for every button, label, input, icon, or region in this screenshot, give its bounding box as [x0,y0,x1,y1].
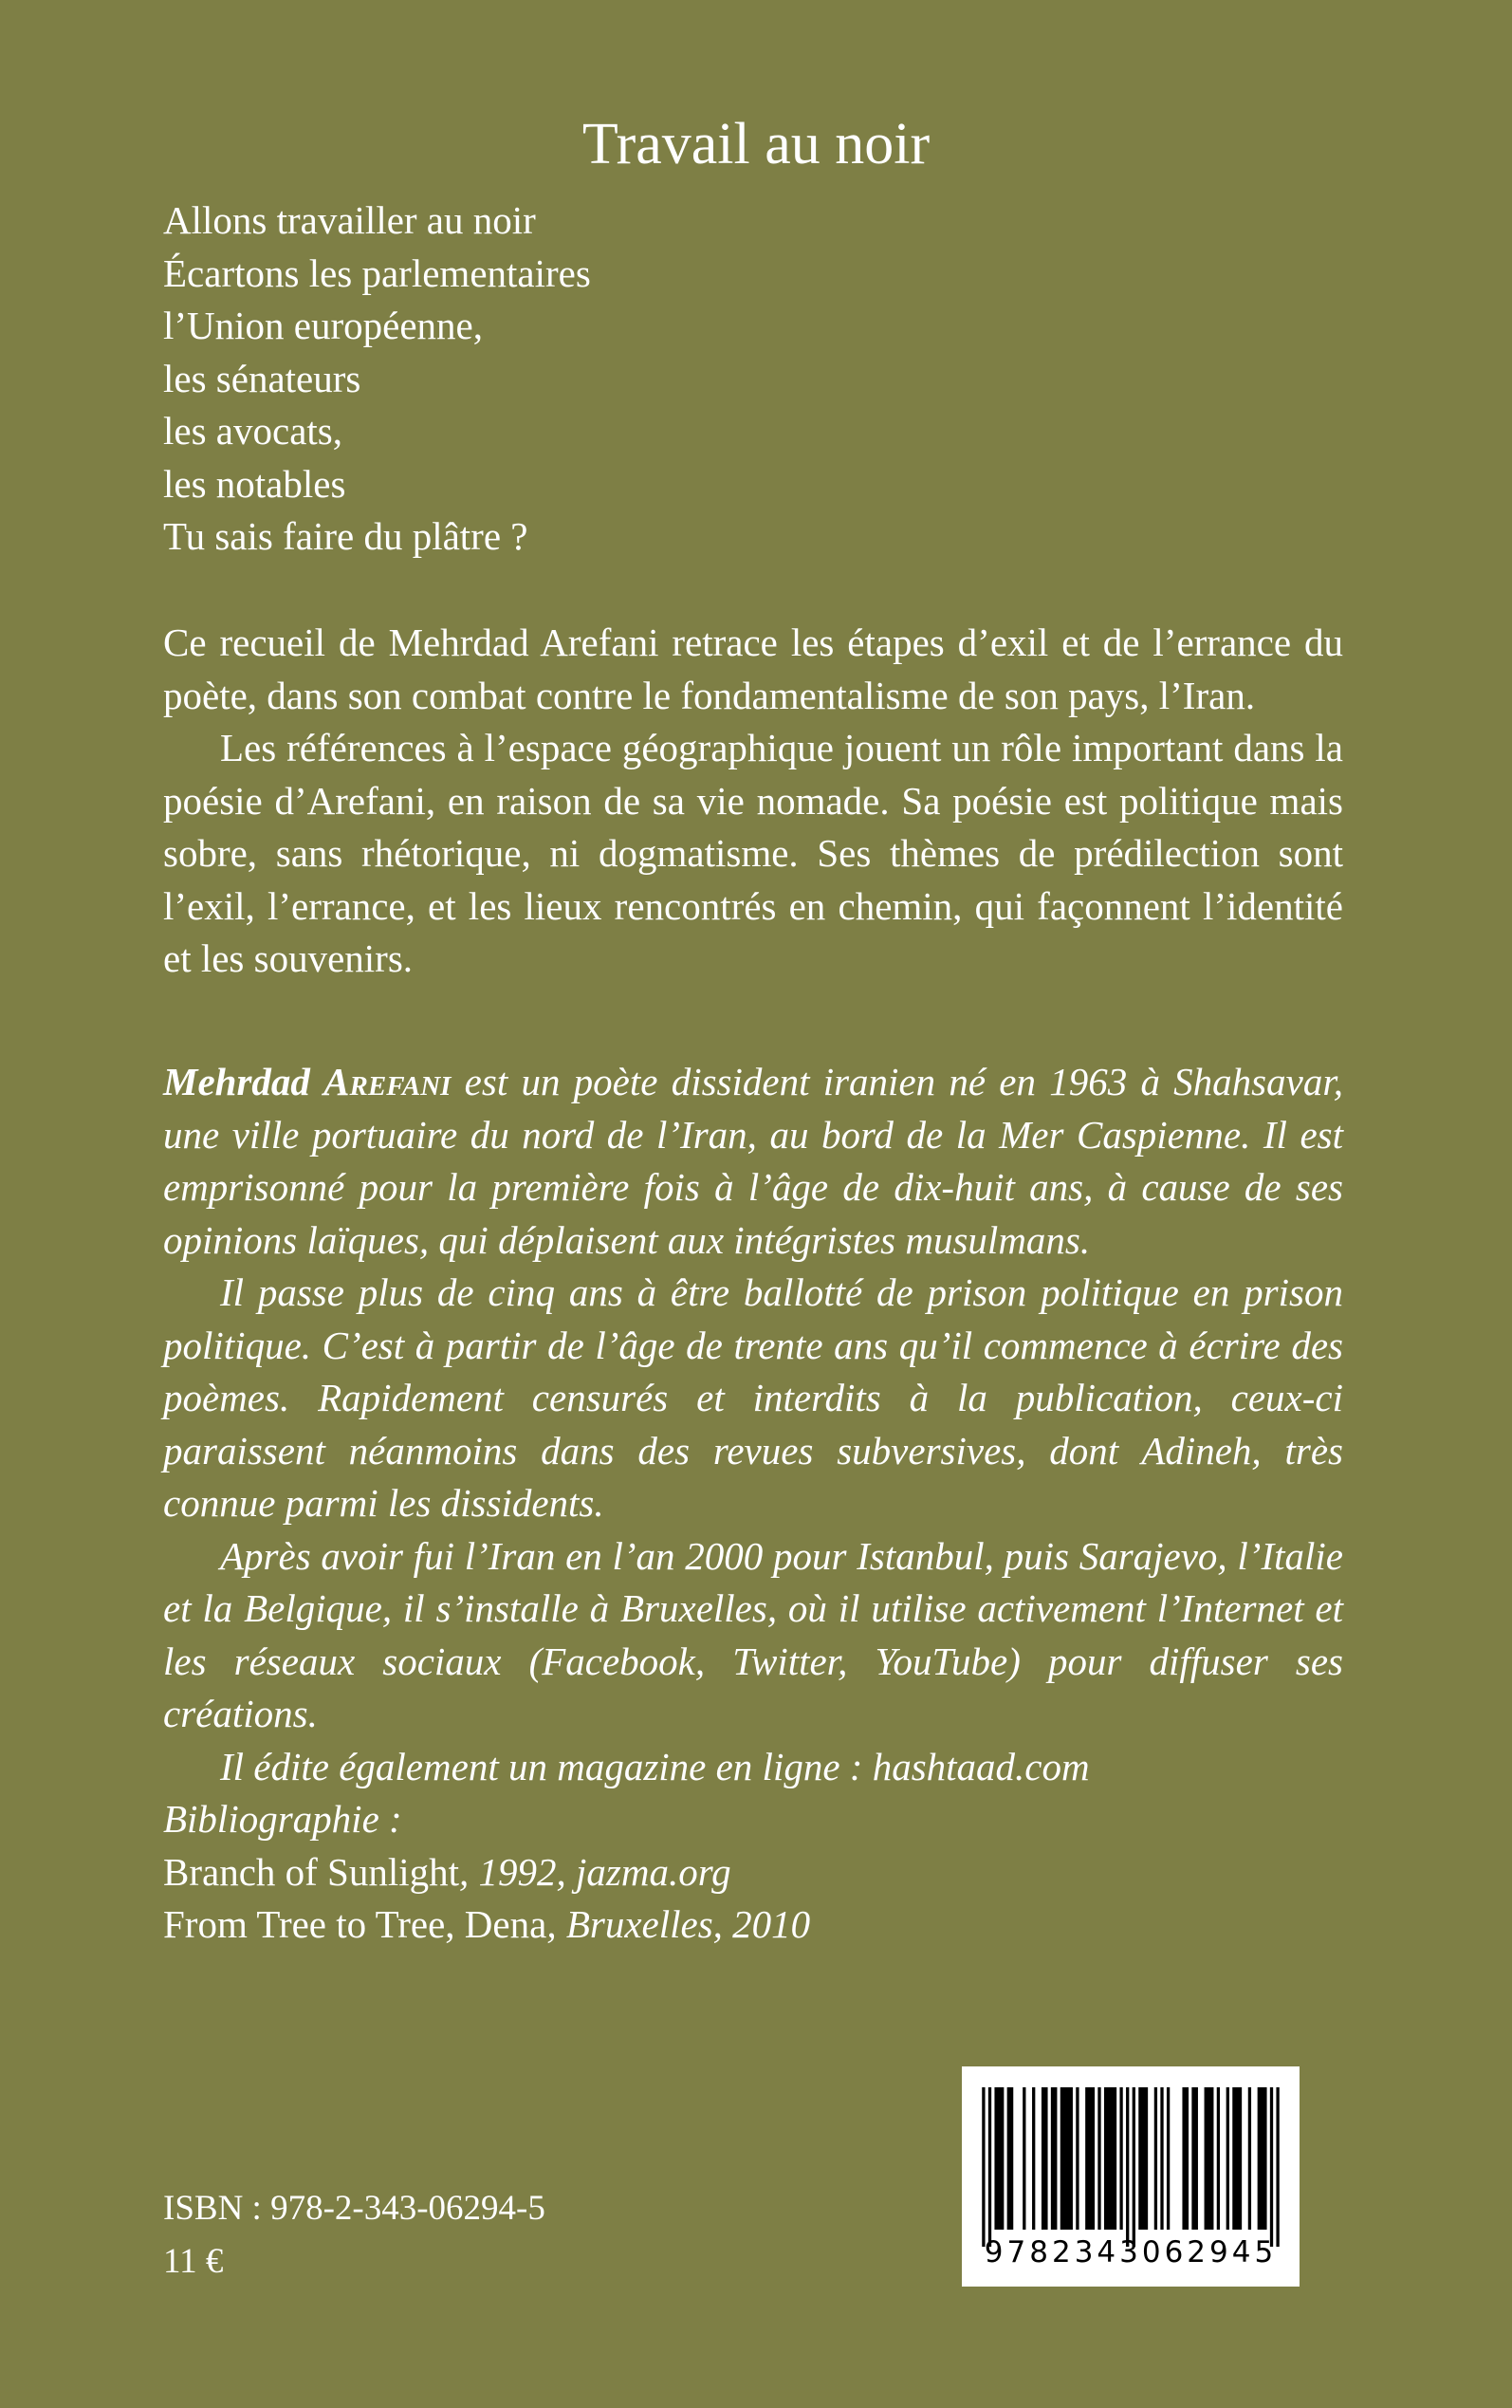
barcode-bar [1097,2087,1100,2230]
barcode-bar [1258,2087,1267,2230]
bio-text: est un poète dissident iranien né en 1963 à Shahsavar, une ville portuaire du nord de l’Iran, au bord de la Mer Caspienne. Il est emprisonné pour la première fois à l’âge de dix-huit ans, à cause de ses opinions laïques, qui déplaisent aux intégristes musulmans. [163,1060,1343,1262]
barcode-bar [1160,2087,1163,2230]
bio-paragraph [163,1056,1343,1267]
barcode-bar [1042,2087,1048,2230]
barcode-bar [1060,2087,1073,2230]
barcode-bar [1085,2087,1095,2230]
barcode-bar [1051,2087,1058,2230]
barcode-bar [1104,2087,1116,2230]
summary-paragraph: Les références à l’espace géographique jouent un rôle important dans la poésie d’Arefani, en raison de sa vie nomade. Sa poésie est politique mais sobre, sans rhétorique, ni dogmatisme. Ses thèmes de prédilection sont l’exil, l’errance, et les lieux rencontrés en chemin, qui façonnent l’identité et les souvenirs. [163,726,1343,980]
poem-line: les notables [163,461,346,506]
bibliography-details: , 1992, jazma.org [459,1849,731,1894]
author-last-name: Arefani [323,1060,452,1103]
poem-excerpt [163,194,591,564]
bio-paragraph: Il passe plus de cinq ans à être ballotté de prison politique en prison politique. C’est à partir de l’âge de trente ans qu’il commence à écrire des poèmes. Rapidement censurés et interdits à la publication, ceux-ci paraissent néanmoins dans des revues subversives, dont Adineh, très connue parmi les dissidents. [163,1270,1343,1525]
author-first-name: Mehrdad [163,1060,310,1103]
barcode-bar [1167,2087,1170,2230]
barcode-bar [994,2087,1004,2230]
barcode-bar [1032,2087,1035,2230]
barcode-guard-bar [1126,2087,1129,2247]
barcode-bar [1154,2087,1157,2230]
summary-paragraph: Ce recueil de Mehrdad Arefani retrace les étapes d’exil et de l’errance du poète, dans son combat contre le fondamentalisme de son pays, l’Iran. [163,621,1343,717]
barcode-guard-bar [1133,2087,1135,2247]
book-title: Travail au noir [581,112,931,176]
barcode-bar [1217,2087,1220,2230]
barcode-bar [1007,2087,1014,2230]
bibliography-item [163,1899,1343,1952]
bibliography-item [163,1846,1343,1899]
barcode-bar [1023,2087,1025,2230]
bibliography-title: From Tree to Tree, Dena [163,1902,547,1946]
book-summary [163,617,1343,986]
barcode-guard-bar [1270,2087,1273,2247]
barcode-guard-bar [982,2087,985,2247]
poem-line: Tu sais faire du plâtre ? [163,514,528,558]
barcode-bar [1205,2087,1214,2230]
barcode-bar [1182,2087,1189,2230]
bio-paragraph: Après avoir fui l’Iran en l’an 2000 pour Istanbul, puis Sarajevo, l’Italie et la Belgique, il s’installe à Bruxelles, où il utilise activement l’Internet et les réseaux sociaux (Facebook, Twitter, YouTube) pour diffuser ses créations. [163,1533,1343,1735]
barcode-bar [1248,2087,1251,2230]
bibliography-title: Branch of Sunlight [163,1849,460,1894]
barcode-bar [1232,2087,1242,2230]
poem-line: les sénateurs [163,356,361,400]
barcode-bar [1138,2087,1148,2230]
bibliography-details: , Bruxelles, 2010 [546,1902,811,1946]
barcode-bar [1119,2087,1122,2230]
bio-paragraph: Il édite également un magazine en ligne : hashtaad.com [220,1744,1090,1788]
barcode-guard-bar [988,2087,991,2247]
barcode-bar [1076,2087,1079,2230]
barcode-digits: 9782343062945 [984,2235,1278,2269]
author-biography [163,1056,1343,1952]
bibliography-heading: Bibliographie : [163,1797,402,1841]
barcode-bar [1191,2087,1198,2230]
poem-line: Allons travailler au noir [163,198,536,242]
barcode [962,2066,1300,2287]
poem-line: Écartons les parlementaires [163,250,591,295]
poem-line: l’Union européenne, [163,304,483,347]
poem-line: les avocats, [163,409,342,453]
isbn: ISBN : 978-2-343-06294-5 [163,2189,545,2228]
barcode-guard-bar [1276,2087,1279,2247]
price: 11 € [163,2242,224,2281]
barcode-bar [1226,2087,1229,2230]
